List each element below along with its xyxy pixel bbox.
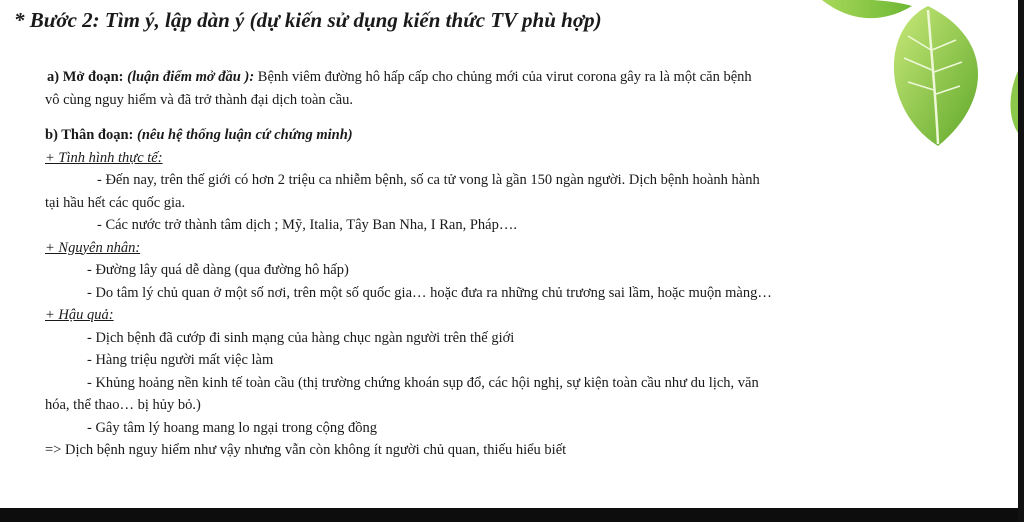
consequences-item-2: - Hàng triệu người mất việc làm bbox=[87, 352, 274, 368]
situation-heading bbox=[45, 147, 1002, 170]
page-heading: * Bước 2: Tìm ý, lập dàn ý (dự kiến sử dụng kiến thức TV phù hợp) bbox=[14, 8, 602, 32]
situation-item-2: - Các nước trở thành tâm dịch ; Mỹ, Italia, Tây Ban Nha, I Ran, Pháp…. bbox=[97, 217, 517, 233]
consequences-heading bbox=[45, 304, 1002, 327]
causes-item-2: - Do tâm lý chủ quan ở một số nơi, trên một số quốc gia… hoặc đưa ra những chủ trương sai lầm, hoặc muộn màng… bbox=[87, 284, 772, 301]
opening-label: a) Mở đoạn: bbox=[47, 69, 124, 85]
situation-item-1-line1: - Đến nay, trên thế giới có hơn 2 triệu ca nhiễm bệnh, số ca tử vong là gần 150 ngàn người. Dịch bệnh hoành hành bbox=[97, 172, 760, 188]
body-note: (nêu hệ thống luận cứ chứng minh) bbox=[137, 127, 353, 143]
opening-text-line2: vô cùng nguy hiểm và đã trở thành đại dịch toàn cầu. bbox=[45, 91, 354, 108]
body-section bbox=[45, 124, 1002, 147]
consequences-item-4: - Gây tâm lý hoang mang lo ngại trong cộng đồng bbox=[87, 419, 377, 436]
situation-title: + Tình hình thực tế: bbox=[45, 149, 163, 166]
consequences-item-3-line1: - Khủng hoảng nền kinh tế toàn cầu (thị trường chứng khoán sụp đổ, các hội nghị, sự kiện toàn cầu như du lịch, văn bbox=[87, 374, 759, 391]
conclusion-text: => Dịch bệnh nguy hiểm như vậy nhưng vẫn còn không ít người chủ quan, thiếu hiểu biết bbox=[45, 442, 567, 458]
body-label: b) Thân đoạn: bbox=[45, 127, 134, 143]
right-frame-border bbox=[1018, 0, 1024, 522]
opening-text-line1: Bệnh viêm đường hô hấp cấp cho chủng mới của virut corona gây ra là một căn bệnh bbox=[254, 69, 752, 85]
document-body bbox=[47, 66, 1002, 462]
opening-note: (luận điểm mở đầu ): bbox=[127, 69, 255, 85]
causes-heading bbox=[45, 237, 1002, 260]
consequences-title: + Hậu quả: bbox=[45, 307, 114, 323]
situation-item-1-line2: tại hầu hết các quốc gia. bbox=[45, 194, 186, 211]
consequences-item-3-line2: hóa, thể thao… bị hủy bỏ.) bbox=[45, 397, 201, 413]
causes-item-1: - Đường lây quá dễ dàng (qua đường hô hấp) bbox=[87, 262, 349, 278]
consequences-item-1: - Dịch bệnh đã cướp đi sinh mạng của hàng chục ngàn người trên thế giới bbox=[87, 329, 515, 346]
causes-title: + Nguyên nhân: bbox=[45, 239, 141, 256]
opening-section bbox=[47, 66, 1002, 89]
bottom-frame-border bbox=[0, 508, 1024, 522]
